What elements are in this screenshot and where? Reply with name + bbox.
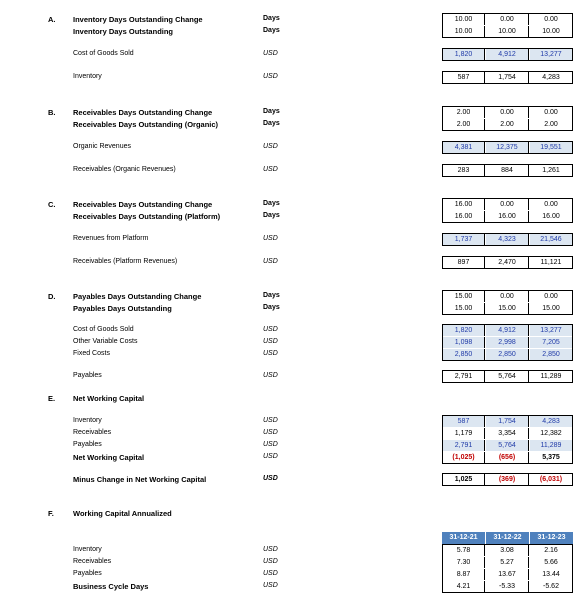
- input-cell[interactable]: 1,820: [442, 49, 485, 60]
- input-cell[interactable]: 19,551: [530, 142, 573, 153]
- row-e2[interactable]: [0, 428, 576, 440]
- row-unit: Days: [263, 15, 280, 22]
- row-c3[interactable]: [0, 234, 576, 246]
- row-unit: USD: [263, 475, 278, 482]
- input-cell[interactable]: 4,381: [442, 142, 485, 153]
- row-c1[interactable]: [0, 199, 576, 211]
- row-label: Receivables Days Outstanding Change: [73, 200, 213, 209]
- row-d5[interactable]: [0, 349, 576, 361]
- row-unit: USD: [263, 582, 278, 589]
- row-unit: USD: [263, 570, 278, 577]
- section-title: Working Capital Annualized: [73, 509, 172, 518]
- cell[interactable]: 5,375: [530, 452, 573, 463]
- input-cell[interactable]: 587: [442, 416, 485, 427]
- cell[interactable]: 2,791: [442, 371, 485, 382]
- row-unit: Days: [263, 304, 280, 311]
- section-f-letter: F.: [48, 509, 54, 518]
- row-d2[interactable]: [0, 303, 576, 315]
- input-cell[interactable]: 4,283: [530, 416, 573, 427]
- cell[interactable]: -5.33: [486, 581, 529, 592]
- row-unit: USD: [263, 338, 278, 345]
- row-e5[interactable]: [0, 474, 576, 486]
- cell[interactable]: 0.00: [530, 199, 573, 210]
- input-cell[interactable]: 1,098: [442, 337, 485, 348]
- column-header[interactable]: 31-12-22: [486, 532, 529, 544]
- cell[interactable]: 10.00: [486, 26, 529, 37]
- row-unit: USD: [263, 235, 278, 242]
- section-b-letter: B.: [48, 108, 56, 117]
- row-unit: USD: [263, 258, 278, 265]
- input-cell[interactable]: 4,323: [486, 234, 529, 245]
- row-label: Inventory Days Outstanding: [73, 27, 174, 36]
- row-d6[interactable]: [0, 371, 576, 383]
- row-unit: Days: [263, 108, 280, 115]
- cell[interactable]: (656): [486, 452, 529, 463]
- input-cell[interactable]: 1,737: [442, 234, 485, 245]
- row-unit: Days: [263, 212, 280, 219]
- row-label: Receivables Days Outstanding (Platform): [73, 212, 221, 221]
- cell[interactable]: 16.00: [530, 211, 573, 222]
- row-label: Minus Change in Net Working Capital: [73, 475, 207, 484]
- row-label: Inventory: [73, 546, 102, 553]
- row-label: Payables Days Outstanding Change: [73, 292, 202, 301]
- row-label: Receivables Days Outstanding Change: [73, 108, 213, 117]
- row-d3[interactable]: [0, 325, 576, 337]
- cell[interactable]: 16.00: [442, 211, 485, 222]
- row-label: Receivables: [73, 558, 112, 565]
- cell[interactable]: 10.00: [442, 26, 485, 37]
- cell[interactable]: 1,025: [442, 474, 485, 485]
- row-label: Cost of Goods Sold: [73, 326, 134, 333]
- cell[interactable]: 587: [442, 72, 485, 83]
- cell[interactable]: 16.00: [486, 211, 529, 222]
- cell[interactable]: 12,382: [530, 428, 573, 439]
- row-unit: USD: [263, 546, 278, 553]
- row-label: Receivables: [73, 429, 112, 436]
- row-unit: USD: [263, 429, 278, 436]
- row-unit: USD: [263, 143, 278, 150]
- input-cell[interactable]: 13,277: [530, 325, 573, 336]
- cell[interactable]: 2.00: [442, 107, 485, 118]
- cell[interactable]: 13.67: [486, 569, 529, 580]
- row-unit: USD: [263, 166, 278, 173]
- row-label: Inventory: [73, 417, 102, 424]
- input-cell[interactable]: 7,205: [530, 337, 573, 348]
- cell[interactable]: 0.00: [530, 14, 573, 25]
- cell[interactable]: 8.87: [442, 569, 485, 580]
- section-e-letter: E.: [48, 394, 56, 403]
- row-unit: USD: [263, 73, 278, 80]
- cell[interactable]: -5.62: [530, 581, 573, 592]
- cell[interactable]: 13.44: [530, 569, 573, 580]
- row-e3[interactable]: [0, 440, 576, 452]
- input-cell[interactable]: 5,764: [486, 440, 529, 451]
- row-b3[interactable]: [0, 142, 576, 154]
- input-cell[interactable]: 21,546: [530, 234, 573, 245]
- row-unit: USD: [263, 326, 278, 333]
- cell[interactable]: 11,289: [530, 371, 573, 382]
- cell[interactable]: 5.78: [442, 545, 485, 556]
- row-label: Inventory Days Outstanding Change: [73, 15, 203, 24]
- row-label: Receivables Days Outstanding (Organic): [73, 120, 219, 129]
- cell[interactable]: 0.00: [486, 107, 529, 118]
- cell[interactable]: 2.00: [442, 119, 485, 130]
- row-label: Cost of Goods Sold: [73, 50, 134, 57]
- cell[interactable]: 897: [442, 257, 485, 268]
- cell[interactable]: 15.00: [442, 303, 485, 314]
- row-label: Payables Days Outstanding: [73, 304, 172, 313]
- cell[interactable]: 4,283: [530, 72, 573, 83]
- input-cell[interactable]: 11,289: [530, 440, 573, 451]
- cell[interactable]: 2.00: [530, 119, 573, 130]
- row-c4[interactable]: [0, 257, 576, 269]
- cell[interactable]: 10.00: [530, 26, 573, 37]
- row-label: Payables: [73, 570, 102, 577]
- input-cell[interactable]: 4,912: [486, 49, 529, 60]
- row-unit: Days: [263, 292, 280, 299]
- column-header[interactable]: 31-12-23: [530, 532, 573, 544]
- cell[interactable]: 0.00: [530, 291, 573, 302]
- row-e-title: [0, 393, 576, 405]
- row-b4[interactable]: [0, 165, 576, 177]
- cell[interactable]: (369): [486, 474, 529, 485]
- cell[interactable]: 0.00: [486, 14, 529, 25]
- cell[interactable]: 5.27: [486, 557, 529, 568]
- cell[interactable]: (1,025): [442, 452, 485, 463]
- input-cell[interactable]: 1,820: [442, 325, 485, 336]
- row-d1[interactable]: [0, 291, 576, 303]
- row-d4[interactable]: [0, 337, 576, 349]
- section-a-letter: A.: [48, 15, 56, 24]
- row-unit: USD: [263, 441, 278, 448]
- row-label: Business Cycle Days: [73, 582, 149, 591]
- cell[interactable]: 5.66: [530, 557, 573, 568]
- input-cell[interactable]: 2,850: [442, 349, 485, 360]
- row-e1[interactable]: [0, 416, 576, 428]
- input-cell[interactable]: 2,998: [486, 337, 529, 348]
- row-label: Revenues from Platform: [73, 235, 149, 242]
- row-f1[interactable]: [0, 545, 576, 557]
- row-unit: Days: [263, 200, 280, 207]
- cell[interactable]: 283: [442, 165, 485, 176]
- input-cell[interactable]: 13,277: [530, 49, 573, 60]
- cell[interactable]: 7.30: [442, 557, 485, 568]
- row-b1[interactable]: [0, 107, 576, 119]
- cell[interactable]: 0.00: [486, 291, 529, 302]
- row-f3[interactable]: [0, 569, 576, 581]
- row-label: Fixed Costs: [73, 350, 110, 357]
- row-f-title: [0, 508, 576, 520]
- input-cell[interactable]: 2,850: [530, 349, 573, 360]
- row-label: Inventory: [73, 73, 102, 80]
- input-cell[interactable]: 2,791: [442, 440, 485, 451]
- cell[interactable]: 1,179: [442, 428, 485, 439]
- cell[interactable]: 0.00: [486, 199, 529, 210]
- row-unit: Days: [263, 27, 280, 34]
- cell[interactable]: 1,261: [530, 165, 573, 176]
- row-c2[interactable]: [0, 211, 576, 223]
- row-unit: USD: [263, 417, 278, 424]
- cell[interactable]: 5,764: [486, 371, 529, 382]
- input-cell[interactable]: 2,850: [486, 349, 529, 360]
- row-label: Receivables (Organic Revenues): [73, 166, 176, 173]
- row-b2[interactable]: [0, 119, 576, 131]
- cell[interactable]: 1,754: [486, 72, 529, 83]
- row-a3[interactable]: [0, 49, 576, 61]
- cell[interactable]: 4.21: [442, 581, 485, 592]
- section-d-letter: D.: [48, 292, 56, 301]
- row-f2[interactable]: [0, 557, 576, 569]
- cell[interactable]: 3,354: [486, 428, 529, 439]
- row-a2[interactable]: [0, 26, 576, 38]
- input-cell[interactable]: 12,375: [486, 142, 529, 153]
- row-label: Payables: [73, 441, 102, 448]
- row-unit: Days: [263, 120, 280, 127]
- cell[interactable]: 16.00: [442, 199, 485, 210]
- cell[interactable]: 2.16: [530, 545, 573, 556]
- cell[interactable]: 0.00: [530, 107, 573, 118]
- row-label: Net Working Capital: [73, 453, 145, 462]
- row-f4[interactable]: [0, 581, 576, 593]
- row-label: Receivables (Platform Revenues): [73, 258, 178, 265]
- row-a1[interactable]: [0, 14, 576, 26]
- row-e4[interactable]: [0, 452, 576, 464]
- cell[interactable]: 2.00: [486, 119, 529, 130]
- row-unit: USD: [263, 350, 278, 357]
- column-header[interactable]: 31-12-21: [442, 532, 485, 544]
- row-unit: USD: [263, 453, 278, 460]
- row-unit: USD: [263, 372, 278, 379]
- row-label: Payables: [73, 372, 102, 379]
- cell[interactable]: 15.00: [442, 291, 485, 302]
- section-title: Net Working Capital: [73, 394, 145, 403]
- cell[interactable]: 10.00: [442, 14, 485, 25]
- row-unit: USD: [263, 50, 278, 57]
- row-label: Organic Revenues: [73, 143, 131, 150]
- input-cell[interactable]: 1,754: [486, 416, 529, 427]
- section-c-letter: C.: [48, 200, 56, 209]
- row-unit: USD: [263, 558, 278, 565]
- cell[interactable]: (6,031): [530, 474, 573, 485]
- cell[interactable]: 3.08: [486, 545, 529, 556]
- row-label: Other Variable Costs: [73, 338, 138, 345]
- cell[interactable]: 15.00: [486, 303, 529, 314]
- cell[interactable]: 15.00: [530, 303, 573, 314]
- row-a4[interactable]: [0, 72, 576, 84]
- cell[interactable]: 11,121: [530, 257, 573, 268]
- cell[interactable]: 2,470: [486, 257, 529, 268]
- input-cell[interactable]: 4,912: [486, 325, 529, 336]
- cell[interactable]: 884: [486, 165, 529, 176]
